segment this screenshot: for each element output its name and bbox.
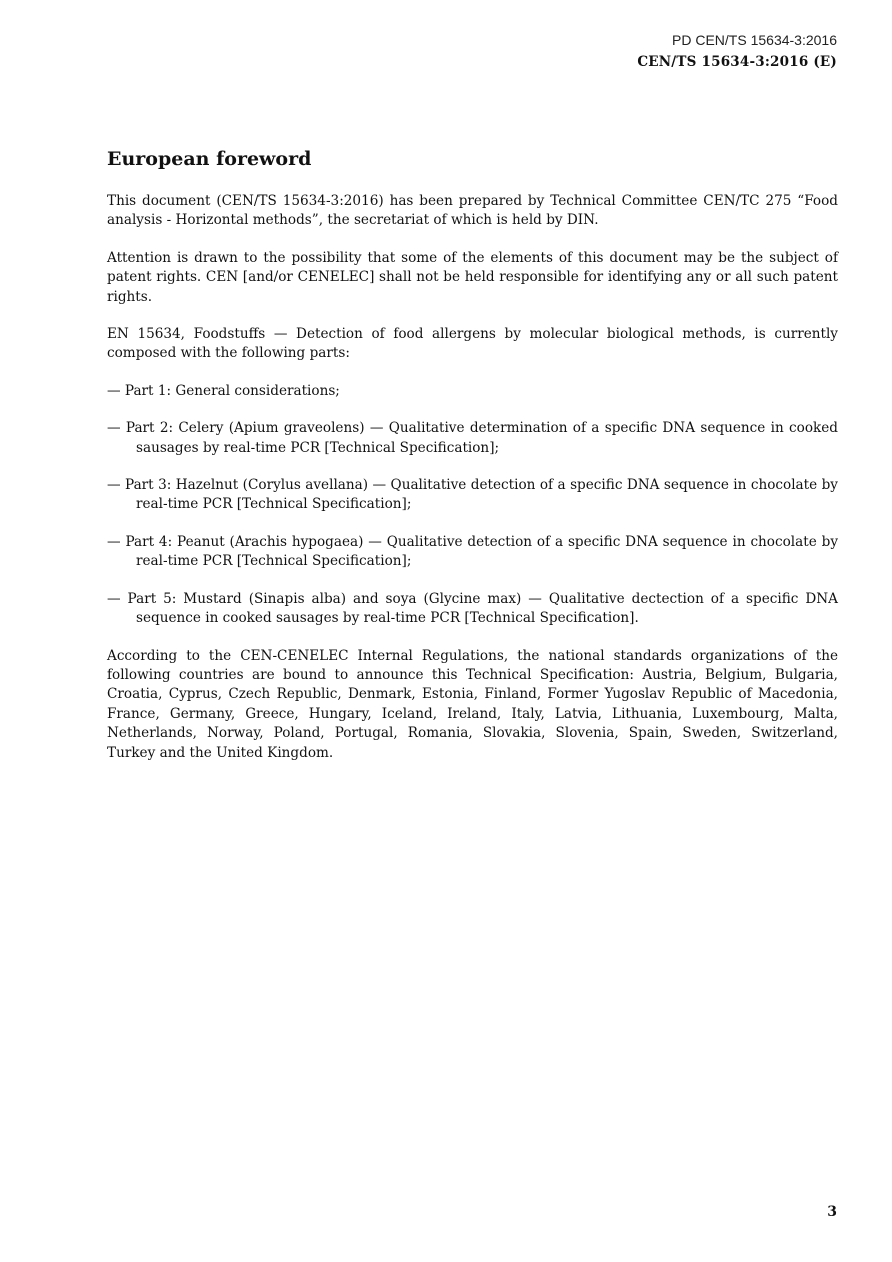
list-item: — Part 1: General considerations;	[107, 382, 340, 399]
page-header	[637, 30, 837, 72]
list-item: — Part 5: Mustard (Sinapis alba) and soya (Glycine max) — Qualitative dectection of a specific DNA sequence in cooked sausages by real-time PCR [Technical Specification].	[107, 590, 838, 627]
list-item: — Part 3: Hazelnut (Corylus avellana) — Qualitative detection of a specific DNA sequence in chocolate by real-time PCR [Technical Specification];	[107, 477, 838, 513]
page-number: 3	[827, 1204, 837, 1220]
paragraph-prepared-by: This document (CEN/TS 15634-3:2016) has been prepared by Technical Committee CEN/TC 275 “Food analysis - Horizontal methods”, the secretariat of which is held by DIN.	[107, 193, 838, 229]
paragraph-patent-rights: Attention is drawn to the possibility that some of the elements of this document may be the subject of patent rights. CEN [and/or CENELEC] shall not be held responsible for identifying any or all such patent rights.	[107, 249, 838, 305]
parts-list	[107, 382, 838, 629]
document-reference: CEN/TS 15634-3:2016 (E)	[637, 54, 837, 70]
list-item: — Part 2: Celery (Apium graveolens) — Qualitative determination of a specific DNA sequence in cooked sausages by real-time PCR [Technical Specification];	[107, 420, 838, 456]
page-content	[107, 144, 838, 781]
paragraph-parts-intro: EN 15634, Foodstuffs — Detection of food allergens by molecular biological methods, is currently composed with the following parts:	[107, 326, 838, 362]
section-title: European foreword	[107, 148, 312, 170]
list-item: — Part 4: Peanut (Arachis hypogaea) — Qualitative detection of a specific DNA sequence in chocolate by real-time PCR [Technical Specification];	[107, 533, 838, 570]
paragraph-national-standards: According to the CEN-CENELEC Internal Regulations, the national standards organizations of the following countries are bound to announce this Technical Specification: Austria, Belgium, Bulgaria, Croatia, Cyprus, Czech Republic, Denmark, Estonia, Finland, Former Yugoslav Republic of Macedonia, France, Germany, Greece, Hungary, Iceland, Ireland, Italy, Latvia, Lithuania, Luxembourg, Malta, Netherlands, Norway, Poland, Portugal, Romania, Slovakia, Slovenia, Spain, Sweden, Switzerland, Turkey and the United Kingdom.	[107, 647, 838, 761]
document-id: PD CEN/TS 15634-3:2016	[672, 32, 837, 48]
